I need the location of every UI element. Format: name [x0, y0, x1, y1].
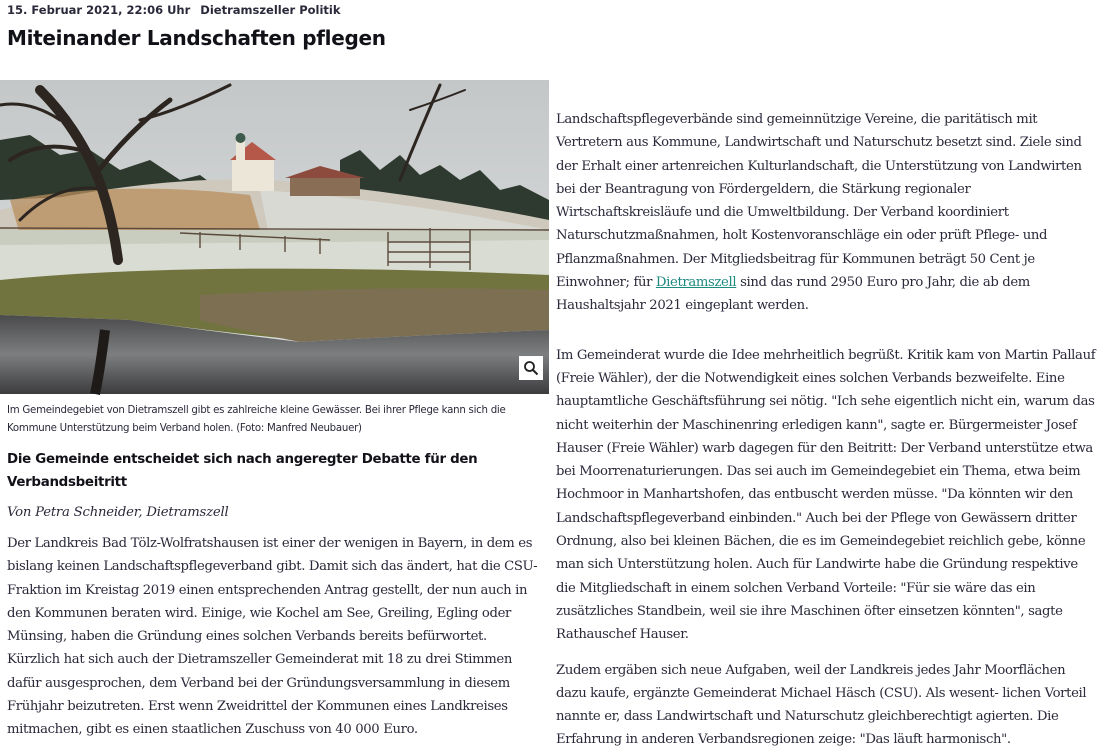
article-date: 15. Februar 2021, 22:06 Uhr	[7, 3, 191, 17]
landscape-photo-illustration	[0, 80, 549, 394]
paragraph-2-text-b: sind das rund 2950 Euro pro Jahr, die ab dem Haushaltsjahr 2021 eingeplant werden.	[556, 275, 1030, 314]
paragraph-3: Im Gemeinderat wurde die Idee mehrheitlich begrüßt. Kritik kam von Martin Pallauf (Freie Wähler), der die Notwendigkeit eines solchen Verbands bezweifelte. Eine hauptamtliche Geschäftsführung sei nötig. "Ich sehe eigentlich nicht ein, warum das nicht weiterhin der Maschinenring erledigen kann", sagte er. Bürgermeister Josef Hauser (Freie Wähler) warb dagegen für den Beitritt: Der Verband unterstütze etwa bei Moorrenaturierungen. Das sei auch im Gemeindegebiet ein Thema, etwa beim Hochmoor in Manhartshofen, das entbuscht werden müsse. "Da könnten wir den Landschaftspflegeverband einbinden." Auch bei der Pflege von Gewässern dritter Ordnung, also bei kleinen Bächen, die es im Gemeindegebiet reichlich gebe, könne man sich Unterstützung holen. Auch für Landwirte habe die Gründung respektive die Mitgliedschaft in einem solchen Verband Vorteile: "Für sie wäre das ein zusätzliches Standbein, weil sie ihre Maschinen öfter einsetzen könnten", sagte Rathauschef Hauser.	[556, 347, 1096, 643]
photo-caption: Im Gemeindegebiet von Dietramszell gibt es zahlreiche kleine Gewässer. Bei ihrer Pflege kann sich die Kommune Unterstützung beim Verband holen. (Foto: Manfred Neubauer)	[7, 405, 506, 434]
paragraph-4: Zudem ergäben sich neue Aufgaben, weil der Landkreis jedes Jahr Moorflächen dazu kaufe, ergänzte Gemeinderat Michael Häsch (CSU). Als wesent- lichen Vorteil nannte er, dass Landwirtschaft und Naturschutz gleichberechtigt agierten. Die Erfahrung in anderen Verbandsregionen zeige: "Das läuft harmonisch".	[556, 662, 1087, 748]
department-link[interactable]: Dietramszeller Politik	[200, 3, 341, 17]
article-title: Miteinander Landschaften pflegen	[7, 26, 386, 50]
dietramszell-link[interactable]: Dietramszell	[655, 275, 737, 291]
right-column	[556, 108, 1096, 752]
paragraph-2-text-a: Landschaftspflegeverbände sind gemeinnützige Vereine, die paritätisch mit Vertretern aus Kommune, Landwirtschaft und Naturschutz besetzt sind. Ziele sind der Erhalt einer artenreichen Kulturlandschaft, die Unterstützung von Landwirten bei der Beantragung von Fördergeldern, die Stärkung regionaler Wirtschaftskreisläufe und die Umweltbildung. Der Verband koordiniert Naturschutzmaßnahmen, holt Kostenvoranschläge ein oder prüft Pflege- und Pflanzmaßnahmen. Der Mitgliedsbeitrag für Kommunen beträgt 50 Cent je Einwohner; für	[556, 112, 1082, 291]
paragraph-2	[556, 108, 1096, 318]
magnifier-zoom-icon	[523, 360, 539, 376]
article-author: Von Petra Schneider, Dietramszell	[7, 505, 229, 520]
article-meta	[7, 3, 341, 17]
article-photo[interactable]	[0, 80, 549, 394]
zoom-image-button[interactable]	[519, 356, 543, 380]
paragraph-1: Der Landkreis Bad Tölz-Wolfratshausen ist einer der wenigen in Bayern, in dem es bislang keinen Landschaftspflegeverband gibt. Damit sich das ändert, hat die CSU-Fraktion im Kreistag 2019 einen entsprechenden Antrag gestellt, der nun auch in den Kommunen beraten wird. Einige, wie Kochel am See, Greiling, Egling oder Münsing, haben die Gründung eines solchen Verbands bereits befürwortet. Kürzlich hat sich auch der Dietramszeller Gemeinderat mit 18 zu drei Stimmen dafür ausgesprochen, dem Verband bei der Gründungsversammlung in diesem Frühjahr beizutreten. Erst wenn Zweidrittel der Kommunen eines Landkreises mitmachen, gibt es einen staatlichen Zuschuss von 40 000 Euro.	[7, 536, 538, 738]
left-column	[0, 80, 549, 742]
article-subtitle: Die Gemeinde entscheidet sich nach angeregter Debatte für den Verbandsbeitritt	[7, 452, 478, 490]
